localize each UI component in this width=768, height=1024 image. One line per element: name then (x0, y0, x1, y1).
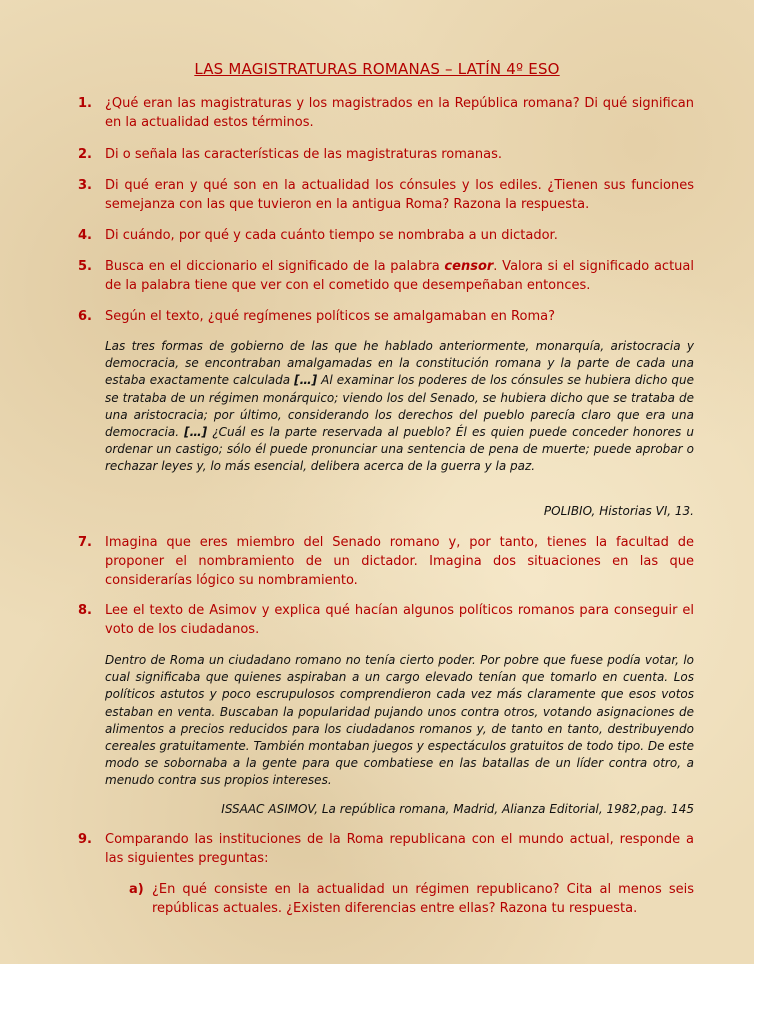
question-7-text: Imagina que eres miembro del Senado romano y, por tanto, tienes la facultad de proponer el nombramiento de un dictador. Imagina dos situaciones en las que considerarías lógico su nombramiento. (105, 535, 694, 588)
polibio-quote-part-1: Las tres formas de gobierno de las que he hablado anteriormente, monarquía, aristocracia y democracia, se encontraban amalgamadas en la constitución romana y la parte de cada una estaba exactamente calculada (105, 339, 694, 388)
question-1-number: 1. (78, 96, 92, 111)
question-4-number: 4. (78, 228, 92, 243)
question-9-number: 9. (78, 832, 92, 847)
question-3-text: Di qué eran y qué son en la actualidad los cónsules y los ediles. ¿Tienen sus funciones semejanza con las que tuvieron en la antigua Roma? Razona la respuesta. (105, 178, 694, 212)
polibio-quote-part-2: Al examinar los poderes de los cónsules se hubiera dicho que se trataba de un régimen monárquico; viendo los del Senado, se hubiera dicho que se trataba de una aristocracia; por último, considerando los derechos del pueblo parecía claro que era una democracia. (105, 373, 695, 440)
polibio-ellipsis-1: […] (294, 373, 318, 388)
question-4-text: Di cuándo, por qué y cada cuánto tiempo se nombraba a un dictador. (105, 228, 558, 243)
question-2-number: 2. (78, 147, 92, 162)
subquestion-a-text: ¿En qué consiste en la actualidad un régimen republicano? Cita al menos seis repúblicas actuales. ¿Existen diferencias entre ellas? Razona tu respuesta. (152, 882, 694, 916)
question-2-text: Di o señala las características de las magistraturas romanas. (105, 147, 502, 162)
question-8-text: Lee el texto de Asimov y explica qué hacían algunos políticos romanos para conseguir el voto de los ciudadanos. (105, 603, 694, 637)
asimov-quote: Dentro de Roma un ciudadano romano no tenía cierto poder. Por pobre que fuese podía votar, lo cual significaba que quienes aspiraban a un cargo elevado tenían que tomarlo en cuenta. Los políticos astutos y poco escrupulosos comprendieron cada vez más claramente que esos votos estaban en venta. Buscaban la popularidad pujando unos contra otros, votando asignaciones de alimentos a precios reducidos para los ciudadanos romanos y, de tanto en tanto, destribuyendo cereales gratuitamente. También montaban juegos y espectáculos gratuitos de todo tipo. De este modo se sobornaba a la gente para que combatiese en las batallas de un líder contra otro, a menudo contra sus propios intereses. (105, 653, 694, 788)
polibio-quote-part-3: ¿Cuál es la parte reservada al pueblo? Él es quien puede conceder honores u ordenar un castigo; sólo él puede pronunciar una sentencia de pena de muerte; puede aprobar o rechazar leyes y, lo más esencial, delibera acerca de la guerra y la paz. (105, 425, 694, 474)
polibio-source: POLIBIO, Historias VI, 13. (543, 504, 694, 518)
question-9-text: Comparando las instituciones de la Roma republicana con el mundo actual, responde a las siguientes preguntas: (105, 832, 694, 866)
question-1-text: ¿Qué eran las magistraturas y los magistrados en la República romana? Di qué significan en la actualidad estos términos. (105, 96, 694, 130)
question-5-text (105, 257, 694, 295)
question-6-text: Según el texto, ¿qué regímenes políticos se amalgamaban en Roma? (105, 309, 555, 324)
polibio-quote (105, 338, 694, 476)
question-5-text-a: Busca en el diccionario el significado de la palabra (105, 259, 445, 274)
keyword-censor: censor (444, 259, 494, 274)
page-title: LAS MAGISTRATURAS ROMANAS – LATÍN 4º ESO (194, 60, 560, 78)
question-3-number: 3. (78, 178, 92, 193)
question-7-number: 7. (78, 535, 92, 550)
asimov-source: ISSAAC ASIMOV, La república romana, Madrid, Alianza Editorial, 1982,pag. 145 (221, 802, 694, 816)
question-6-number: 6. (78, 309, 92, 324)
question-8-number: 8. (78, 603, 92, 618)
polibio-ellipsis-2: […] (184, 425, 208, 440)
subquestion-a-label: a) (129, 882, 144, 897)
question-5-text-b: . Valora si el significado actual de la palabra tiene que ver con el cometido que desempeñaban entonces. (105, 259, 694, 293)
question-5-number: 5. (78, 259, 92, 274)
